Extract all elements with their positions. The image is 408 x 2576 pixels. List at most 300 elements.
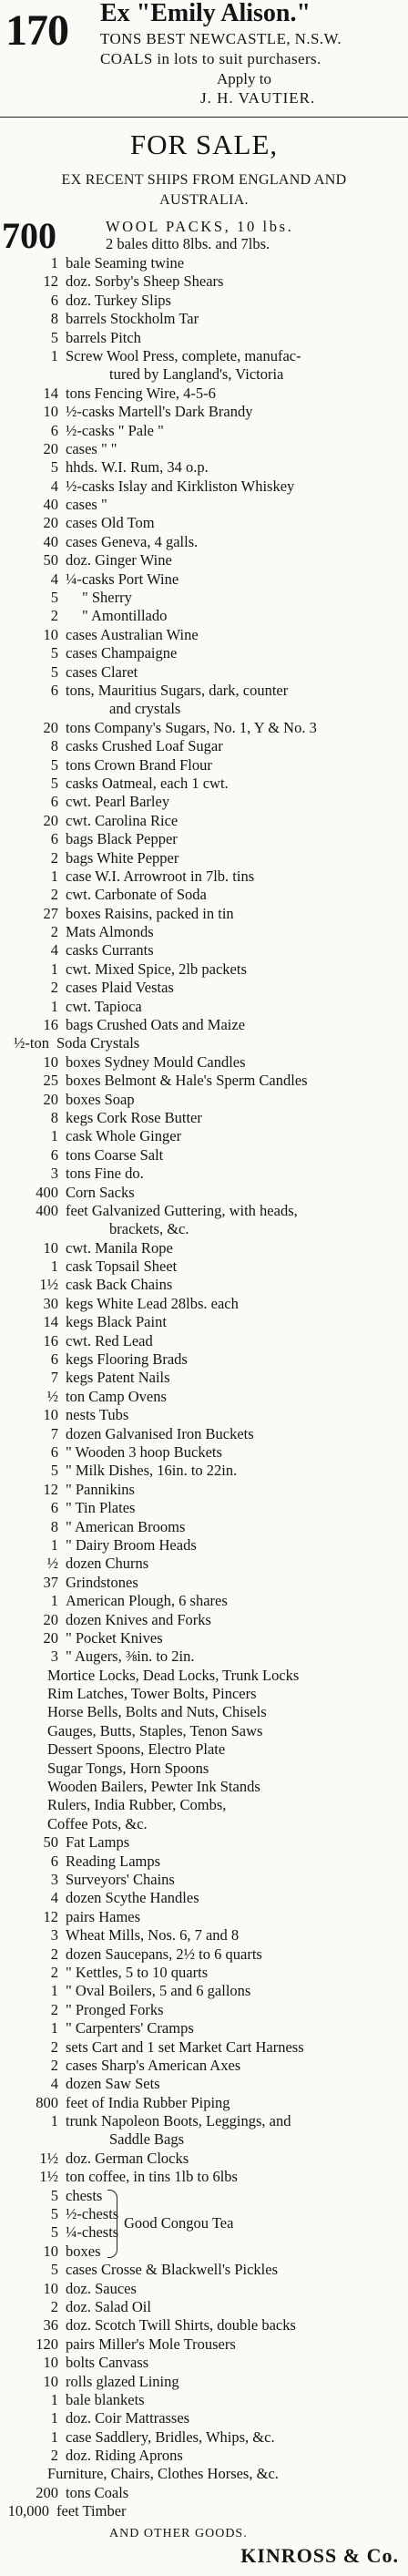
list-item	[0, 2465, 408, 2483]
list-item	[0, 2112, 408, 2130]
item-description: bale blankets	[66, 2390, 145, 2408]
header-line-2: COALS in lots to suit purchasers.	[100, 50, 321, 67]
item-description: doz. Coir Mattrasses	[66, 2409, 190, 2427]
item-quantity: 6	[50, 1443, 58, 1461]
first-item-text: WOOL PACKS, 10 lbs.	[106, 218, 294, 235]
list-item	[0, 2409, 408, 2427]
item-description: " Oval Boilers, 5 and 6 gallons	[66, 1982, 251, 2000]
item-description: " Kettles, 5 to 10 quarts	[66, 1963, 209, 1981]
list-item	[0, 1443, 408, 1462]
list-item	[0, 849, 408, 867]
list-item	[0, 663, 408, 682]
item-quantity: 36	[43, 2316, 58, 2335]
item-description: ½-casks Martell's Dark Brandy	[66, 403, 253, 421]
item-quantity: 2	[50, 2297, 58, 2315]
item-quantity: 1	[50, 2427, 58, 2446]
list-item	[0, 1016, 408, 1034]
item-quantity: 5	[50, 662, 58, 681]
item-quantity: 1½	[39, 2168, 58, 2186]
item-description: cases Champaigne	[66, 644, 178, 662]
item-description: cases Crosse & Blackwell's Pickles	[66, 2261, 279, 2279]
list-item	[0, 1406, 408, 1424]
item-description: tons Company's Sugars, No. 1, Y & No. 3	[66, 718, 317, 736]
list-item	[0, 1908, 408, 1926]
list-item	[0, 365, 408, 384]
item-description: Sugar Tongs, Horn Spoons	[47, 1759, 209, 1777]
signature: KINROSS & Co.	[240, 2543, 399, 2567]
list-item	[0, 1369, 408, 1387]
for-sale-heading: FOR SALE,	[129, 128, 279, 160]
list-item	[0, 2001, 408, 2019]
item-description: " Milk Dishes, 16in. to 22in.	[66, 1462, 238, 1480]
item-description: cases Claret	[66, 662, 138, 681]
list-item	[0, 310, 408, 328]
item-quantity: ½	[46, 1387, 58, 1405]
list-item	[0, 458, 408, 477]
list-item	[0, 626, 408, 644]
item-quantity: 1	[50, 346, 58, 364]
list-item	[0, 1871, 408, 1889]
item-description: boxes	[66, 2242, 101, 2260]
list-item	[0, 812, 408, 830]
item-description: tons Coarse Salt	[66, 1145, 164, 1164]
list-item	[0, 2057, 408, 2075]
item-quantity: 4	[50, 941, 58, 960]
item-description: dozen Churns	[66, 1555, 149, 1573]
item-description: dozen Knives and Forks	[66, 1610, 211, 1628]
list-item	[0, 1760, 408, 1778]
list-item	[0, 1313, 408, 1331]
item-description: cases Old Tom	[66, 514, 155, 532]
item-description: " Pannikins	[66, 1480, 135, 1498]
brace-label: Good Congou Tea	[124, 2214, 234, 2232]
item-description: " Carpenters' Cramps	[66, 2019, 194, 2037]
item-description: Dessert Spoons, Electro Plate	[47, 1740, 226, 1759]
item-description: tons Coals	[66, 2483, 129, 2501]
item-quantity: 20	[43, 1628, 58, 1647]
list-item	[0, 998, 408, 1016]
list-item	[0, 2187, 408, 2205]
list-item	[0, 385, 408, 403]
item-description: boxes Belmont & Hale's Sperm Candles	[66, 1072, 308, 1090]
list-item	[0, 1072, 408, 1090]
item-quantity: 4	[50, 2075, 58, 2093]
item-quantity: 20	[43, 514, 58, 532]
item-quantity: 20	[43, 811, 58, 829]
item-description: Mats Almonds	[66, 923, 154, 941]
item-description: kegs Cork Rose Butter	[66, 1108, 202, 1126]
item-description: cases Plaid Vestas	[66, 979, 174, 997]
item-description: doz. Scotch Twill Shirts, double backs	[66, 2316, 296, 2335]
list-item	[0, 775, 408, 793]
list-item	[0, 1926, 408, 1945]
item-quantity: 2	[50, 2000, 58, 2018]
list-item	[0, 2019, 408, 2037]
item-description: Saddle Bags	[109, 2130, 185, 2149]
item-description: bags White Pepper	[66, 848, 179, 867]
item-description: brackets, &c.	[109, 1220, 189, 1238]
list-item	[0, 1127, 408, 1145]
item-quantity: 400	[36, 1183, 58, 1201]
list-item	[0, 2168, 408, 2186]
item-description: ½-casks " Pale "	[66, 421, 164, 439]
list-item	[0, 2280, 408, 2298]
item-description: ½-casks Islay and Kirkliston Whiskey	[66, 477, 295, 495]
list-item	[0, 2447, 408, 2465]
list-item	[0, 1574, 408, 1592]
list-item	[0, 1053, 408, 1072]
item-description: boxes Soap	[66, 1090, 135, 1108]
item-description: boxes Sydney Mould Candles	[66, 1052, 246, 1071]
item-description: cwt. Pearl Barley	[66, 793, 170, 811]
list-item	[0, 700, 408, 718]
item-quantity: 5	[50, 458, 58, 477]
item-quantity: 6	[50, 1852, 58, 1870]
item-description: doz. Salad Oil	[66, 2297, 151, 2315]
item-description: rolls glazed Lining	[66, 2372, 179, 2390]
item-description: Rim Latches, Tower Bolts, Pincers	[47, 1685, 257, 1703]
item-description: tons Fencing Wire, 4-5-6	[66, 384, 216, 402]
item-quantity: 10	[43, 2279, 58, 2297]
item-quantity: 3	[50, 1926, 58, 1945]
item-quantity: 2	[50, 2056, 58, 2074]
item-quantity: ½-ton	[14, 1034, 49, 1052]
item-description: " Pronged Forks	[66, 2000, 164, 2018]
item-description: cases Australian Wine	[66, 625, 199, 643]
item-description: Gauges, Butts, Staples, Tenon Saws	[47, 1721, 263, 1740]
list-item	[0, 2261, 408, 2279]
item-quantity: 120	[36, 2335, 58, 2353]
list-item	[0, 1667, 408, 1685]
item-description: Fat Lamps	[66, 1833, 130, 1852]
item-description: and crystals	[109, 700, 181, 718]
item-description: cwt. Manila Rope	[66, 1238, 173, 1257]
item-quantity: 2	[50, 2447, 58, 2465]
item-description: barrels Stockholm Tar	[66, 310, 199, 328]
item-description: kegs White Lead 28lbs. each	[66, 1294, 239, 1312]
list-item	[0, 1778, 408, 1796]
list-item	[0, 2130, 408, 2149]
list-item	[0, 1425, 408, 1443]
list-item	[0, 1295, 408, 1313]
item-description: Mortice Locks, Dead Locks, Trunk Locks	[47, 1666, 300, 1684]
list-item	[0, 923, 408, 941]
item-quantity: 200	[36, 2483, 58, 2501]
list-item	[0, 1889, 408, 1907]
item-description: doz. Sauces	[66, 2279, 137, 2297]
list-item	[0, 347, 408, 365]
item-description: bags Crushed Oats and Maize	[66, 1016, 246, 1034]
other-goods: AND OTHER GOODS.	[109, 2526, 248, 2540]
item-quantity: 5	[50, 644, 58, 662]
item-description: cwt. Carbonate of Soda	[66, 886, 207, 904]
item-description: dozen Scythe Handles	[66, 1889, 199, 1907]
list-item	[0, 2428, 408, 2447]
list-item	[0, 1740, 408, 1759]
item-description: cwt. Tapioca	[66, 997, 142, 1015]
item-quantity: 1	[50, 997, 58, 1015]
list-item	[0, 867, 408, 886]
list-item	[0, 1499, 408, 1517]
list-item	[0, 1165, 408, 1183]
item-quantity: 27	[43, 904, 58, 922]
list-item	[0, 589, 408, 607]
item-description: Grindstones	[66, 1573, 138, 1591]
item-quantity: 12	[43, 1480, 58, 1498]
item-quantity: 37	[43, 1573, 58, 1591]
item-quantity: 3	[50, 1165, 58, 1183]
item-description: feet Timber	[56, 2502, 127, 2520]
item-quantity: 8	[50, 310, 58, 328]
list-item	[0, 1796, 408, 1814]
list-item	[0, 830, 408, 848]
item-description: Furniture, Chairs, Clothes Horses, &c.	[47, 2465, 279, 2483]
item-quantity: 16	[43, 1331, 58, 1350]
item-quantity: 1	[50, 1257, 58, 1276]
item-description: ½-chests	[66, 2205, 119, 2223]
item-quantity: 800	[36, 2093, 58, 2111]
item-quantity: 1	[50, 2409, 58, 2427]
item-description: Soda Crystals	[56, 1034, 140, 1052]
item-description: ¼-casks Port Wine	[66, 570, 179, 588]
list-item	[0, 793, 408, 811]
list-item	[0, 2502, 408, 2520]
item-description: Screw Wool Press, complete, manufac-	[66, 346, 301, 364]
item-quantity: 40	[43, 496, 58, 514]
item-description: case Saddlery, Bridles, Whips, &c.	[66, 2427, 275, 2446]
list-item	[0, 1276, 408, 1294]
other-goods-row	[0, 2521, 408, 2545]
list-item	[0, 440, 408, 458]
header-apply: Apply to	[217, 70, 271, 87]
item-quantity: 6	[50, 830, 58, 848]
item-description: chests	[66, 2186, 103, 2204]
list-item	[0, 1703, 408, 1721]
list-item	[0, 1536, 408, 1555]
item-quantity: 4	[50, 570, 58, 588]
item-description: trunk Napoleon Boots, Leggings, and	[66, 2112, 291, 2130]
divider	[0, 117, 408, 118]
item-description: doz. Ginger Wine	[66, 551, 172, 570]
item-quantity: 7	[50, 1369, 58, 1387]
list-item	[0, 886, 408, 904]
list-item	[0, 2075, 408, 2093]
item-description: cases " "	[66, 439, 117, 457]
list-item	[0, 1332, 408, 1350]
item-quantity: 5	[50, 589, 58, 607]
item-description: " Augers, ⅜in. to 2in.	[66, 1647, 195, 1666]
item-description: kegs Flooring Brads	[66, 1350, 188, 1369]
list-item	[0, 551, 408, 570]
item-quantity: 1	[50, 2390, 58, 2408]
item-description: cwt. Carolina Rice	[66, 811, 178, 829]
item-quantity: 5	[50, 2205, 58, 2223]
item-description: " Sherry	[82, 589, 132, 607]
item-quantity: 10,000	[7, 2502, 49, 2520]
item-description: case W.I. Arrowroot in 7lb. tins	[66, 867, 255, 885]
list-item	[0, 1555, 408, 1573]
item-quantity: 1	[50, 867, 58, 885]
item-quantity: 5	[50, 2186, 58, 2204]
list-item	[0, 607, 408, 625]
item-quantity: 10	[43, 1052, 58, 1071]
list-item	[0, 329, 408, 347]
item-quantity: 6	[50, 793, 58, 811]
item-description: " Amontillado	[82, 607, 168, 625]
item-description: dozen Saw Sets	[66, 2075, 160, 2093]
item-description: feet of India Rubber Piping	[66, 2093, 230, 2111]
item-description: casks Crushed Loaf Sugar	[66, 737, 223, 755]
item-quantity: 6	[50, 681, 58, 699]
item-description: Wheat Mills, Nos. 6, 7 and 8	[66, 1926, 240, 1945]
list-item	[0, 2150, 408, 2168]
item-quantity: 1	[50, 2019, 58, 2037]
item-quantity: 14	[43, 1313, 58, 1331]
list-item	[0, 272, 408, 291]
list-item	[0, 422, 408, 440]
item-quantity: 10	[43, 403, 58, 421]
list-item	[0, 941, 408, 960]
item-quantity: 6	[50, 421, 58, 439]
item-description: hhds. W.I. Rum, 34 o.p.	[66, 458, 209, 477]
list-item	[0, 756, 408, 775]
item-quantity: 1	[50, 1982, 58, 2000]
item-quantity: 10	[43, 2242, 58, 2260]
list-item	[0, 1815, 408, 1833]
item-description: feet Galvanized Guttering, with heads,	[66, 1201, 298, 1219]
item-quantity: 4	[50, 1889, 58, 1907]
item-description: barrels Pitch	[66, 328, 141, 346]
list-item	[0, 737, 408, 755]
list-item	[0, 1685, 408, 1703]
list-item	[0, 1034, 408, 1052]
list-item	[0, 2484, 408, 2502]
item-description: pairs Miller's Mole Trousers	[66, 2335, 236, 2353]
header-notice	[0, 0, 408, 107]
item-quantity: 7	[50, 1424, 58, 1442]
item-description: ton coffee, in tins 1lb to 6lbs	[66, 2168, 238, 2186]
list-item	[0, 1518, 408, 1536]
header-title: Ex "Emily Alison."	[100, 0, 311, 27]
list-item	[0, 514, 408, 532]
item-description: " Pocket Knives	[66, 1628, 163, 1647]
item-description: Wooden Bailers, Pewter Ink Stands	[47, 1778, 260, 1796]
item-quantity: 1	[50, 1127, 58, 1145]
item-quantity: 12	[43, 272, 58, 291]
item-description: doz. Riding Aprons	[66, 2447, 183, 2465]
list-item	[0, 1722, 408, 1740]
list-item	[0, 2316, 408, 2335]
item-quantity: ½	[46, 1555, 58, 1573]
list-item	[0, 1611, 408, 1629]
list-item	[0, 2335, 408, 2354]
list-item	[0, 254, 408, 272]
list-item	[0, 1964, 408, 1982]
item-description: casks Oatmeal, each 1 cwt.	[66, 774, 229, 792]
header-name: J. H. VAUTIER.	[200, 89, 316, 107]
item-quantity: 50	[43, 1833, 58, 1852]
list-item	[0, 2298, 408, 2316]
item-quantity: 2	[50, 848, 58, 867]
item-quantity: 20	[43, 1610, 58, 1628]
item-quantity: 400	[36, 1201, 58, 1219]
list-item	[0, 1592, 408, 1610]
first-item-qty: 700	[2, 215, 56, 256]
item-description: bale Seaming twine	[66, 254, 185, 272]
list-item	[0, 403, 408, 421]
list-item	[0, 2242, 408, 2261]
list-item	[0, 1852, 408, 1871]
tea-brace-group	[0, 2187, 408, 2262]
item-description: Corn Sacks	[66, 1183, 135, 1201]
list-item	[0, 292, 408, 310]
header-number: 170	[5, 6, 68, 55]
item-description: cask Topsail Sheet	[66, 1257, 178, 1276]
item-quantity: 6	[50, 1499, 58, 1517]
item-description: cask Whole Ginger	[66, 1127, 182, 1145]
list-item	[0, 979, 408, 997]
list-item	[0, 1388, 408, 1406]
list-item	[0, 644, 408, 662]
list-item	[0, 1647, 408, 1666]
item-quantity: 5	[50, 328, 58, 346]
list-item	[0, 1109, 408, 1127]
item-quantity: 5	[50, 755, 58, 774]
item-quantity: 20	[43, 1090, 58, 1108]
item-description: Coffee Pots, &c.	[47, 1814, 148, 1832]
list-item	[0, 1350, 408, 1369]
item-quantity: 8	[50, 1108, 58, 1126]
item-quantity: 1½	[39, 1276, 58, 1294]
item-description: tured by Langland's, Victoria	[109, 365, 284, 384]
item-description: " American Brooms	[66, 1517, 186, 1535]
list-item	[0, 2354, 408, 2372]
item-quantity: 10	[43, 1406, 58, 1424]
list-item	[0, 1982, 408, 2000]
item-description: Rulers, India Rubber, Combs,	[47, 1796, 227, 1814]
subheading-line-2: AUSTRALIA.	[159, 192, 249, 208]
item-description: cwt. Red Lead	[66, 1331, 153, 1350]
item-quantity: 2	[50, 979, 58, 997]
item-description: American Plough, 6 shares	[66, 1592, 228, 1610]
item-description: bolts Canvass	[66, 2354, 149, 2372]
item-description: pairs Hames	[66, 1907, 141, 1925]
list-item	[0, 1257, 408, 1276]
item-description: dozen Galvanised Iron Buckets	[66, 1424, 254, 1442]
item-description: tons Crown Brand Flour	[66, 755, 212, 774]
item-quantity: 1½	[39, 2149, 58, 2167]
signature-row	[0, 2545, 408, 2572]
item-description: casks Currants	[66, 941, 154, 960]
item-quantity: 2	[50, 886, 58, 904]
item-quantity: 6	[50, 291, 58, 309]
item-description: cases Geneva, 4 galls.	[66, 532, 199, 550]
list-item	[0, 1629, 408, 1647]
list-item	[0, 570, 408, 589]
item-quantity: 2	[50, 1963, 58, 1981]
item-description: ¼-chests	[66, 2223, 119, 2242]
list-item	[0, 960, 408, 979]
item-description: " Dairy Broom Heads	[66, 1535, 197, 1554]
item-quantity: 5	[50, 1462, 58, 1480]
item-quantity: 20	[43, 718, 58, 736]
item-quantity: 10	[43, 1238, 58, 1257]
item-quantity: 8	[50, 737, 58, 755]
item-quantity: 20	[43, 439, 58, 457]
item-description: " Wooden 3 hoop Buckets	[66, 1443, 222, 1461]
list-item	[0, 1091, 408, 1109]
list-item	[0, 1184, 408, 1202]
